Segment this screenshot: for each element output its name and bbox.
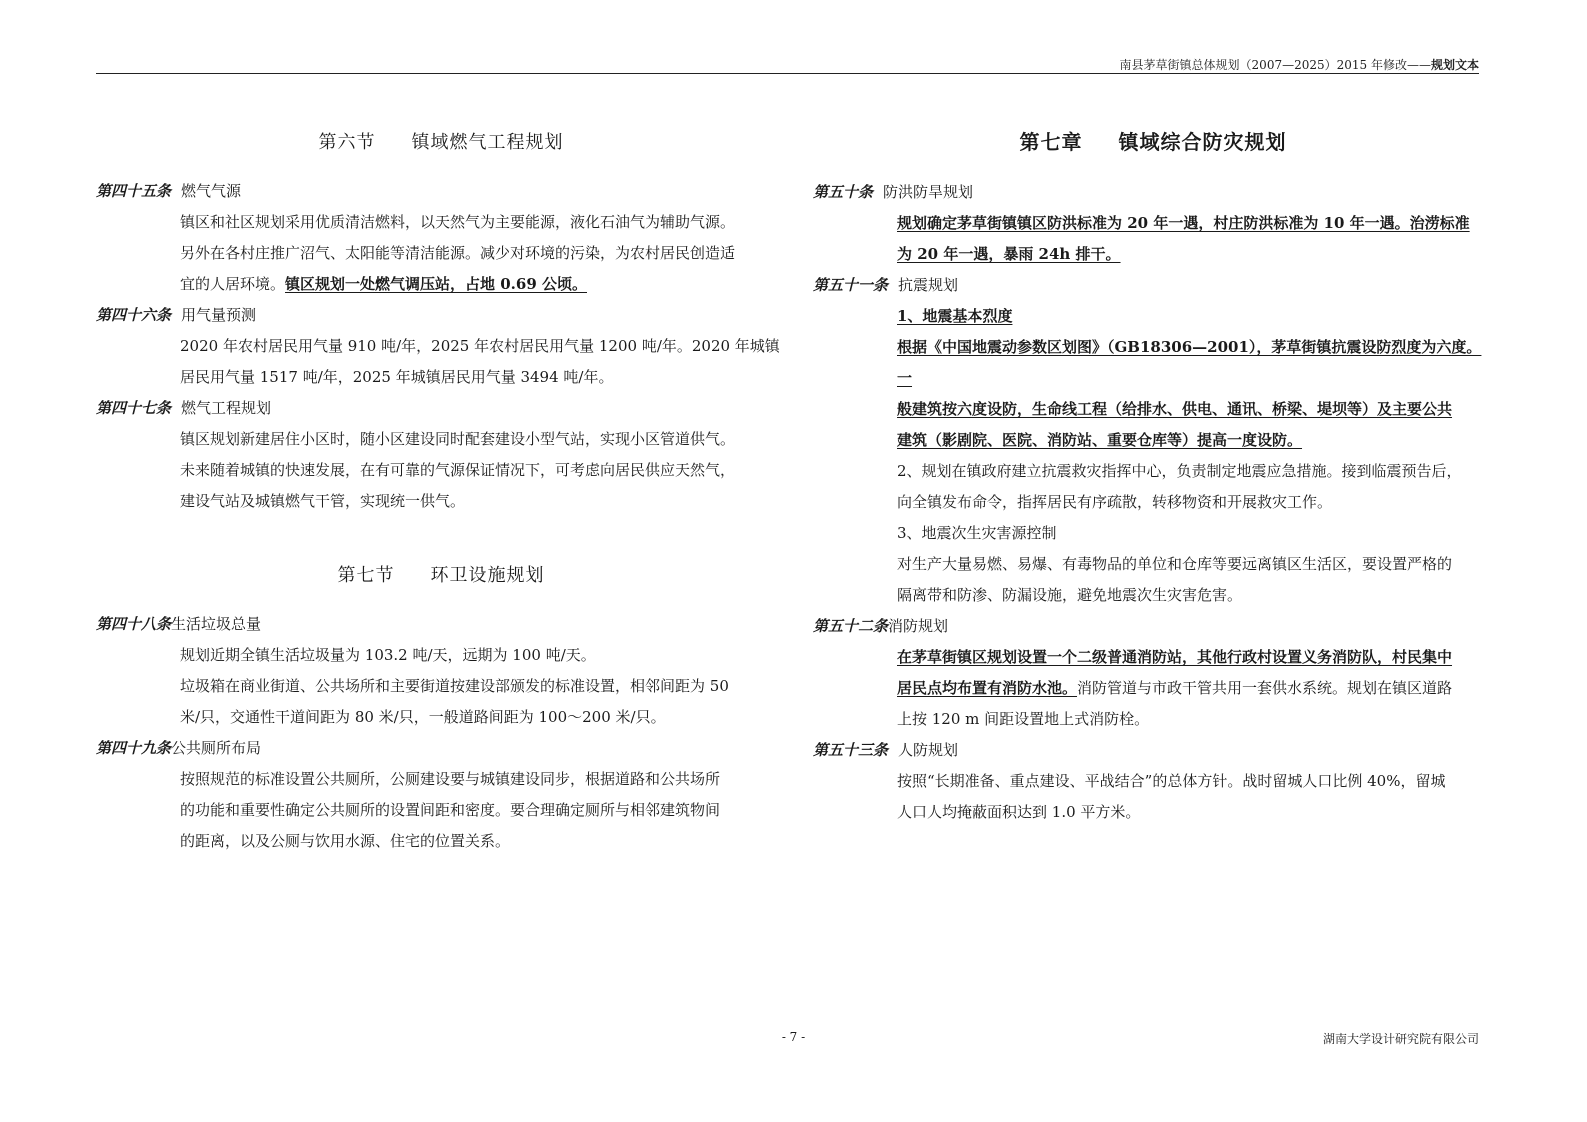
article-49-line: 的距离，以及公厕与饮用水源、住宅的位置关系。 [180,832,511,850]
article-45-line: 镇区和社区规划采用优质清洁燃料，以天然气为主要能源，液化石油气为辅助气源。 [180,213,736,231]
article-50-heading: 第五十条 防洪防旱规划 [813,183,974,201]
article-48-line: 米/只，交通性干道间距为 80 米/只，一般道路间距为 100～200 米/只。 [180,708,666,726]
header-title: 南县茅草街镇总体规划（2007—2025）2015 年修改—— [1119,58,1431,72]
article-52-line: 在茅草街镇区规划设置一个二级普通消防站，其他行政村设置义务消防队，村民集中 [897,648,1453,666]
article-50-line: 规划确定茅草街镇镇区防洪标准为 20 年一遇，村庄防洪标准为 10 年一遇。治涝标准 [897,214,1470,232]
article-49-line: 按照规范的标准设置公共厕所，公厕建设要与城镇建设同步，根据道路和公共场所 [180,770,721,788]
article-51-line: 建筑（影剧院、医院、消防站、重要仓库等）提高一度设防。 [897,431,1303,449]
article-45-line: 宜的人居环境。镇区规划一处燃气调压站，占地 0.69 公顷。 [180,275,587,293]
article-51-line: 根据《中国地震动参数区划图》（GB18306—2001），茅草街镇抗震设防烈度为六度。一 [897,338,1482,387]
article-48-line: 垃圾箱在商业街道、公共场所和主要街道按建设部颁发的标准设置，相邻间距为 50 [180,677,729,695]
article-45-line: 另外在各村庄推广沼气、太阳能等清洁能源。减少对环境的污染，为农村居民创造适 [180,244,736,262]
article-53-heading: 第五十三条 人防规划 [813,741,959,759]
article-51-line: 般建筑按六度设防，生命线工程（给排水、供电、通讯、桥梁、堤坝等）及主要公共 [897,400,1453,418]
article-51-heading: 第五十一条 抗震规划 [813,276,959,294]
article-47-line: 建设气站及城镇燃气干管，实现统一供气。 [180,492,466,510]
footer-organization: 湖南大学设计研究院有限公司 [1322,1032,1479,1046]
article-49-line: 的功能和重要性确定公共厕所的设置间距和密度。要合理确定厕所与相邻建筑物间 [180,801,721,819]
chapter-7-title: 第七章 镇域综合防灾规划 [1019,130,1287,154]
article-46-line: 居民用气量 1517 吨/年，2025 年城镇居民用气量 3494 吨/年。 [180,368,614,386]
article-51-line: 隔离带和防渗、防漏设施，避免地震次生灾害危害。 [897,586,1243,604]
header-title-bold: 规划文本 [1430,58,1479,72]
article-46-line: 2020 年农村居民用气量 910 吨/年，2025 年农村居民用气量 1200 吨/年。2020 年城镇 [180,337,780,355]
header-rule [96,73,1479,74]
article-52-line: 上按 120 m 间距设置地上式消防栓。 [897,710,1150,728]
left-column [96,120,786,857]
article-47-line: 镇区规划新建居住小区时，随小区建设同时配套建设小型气站，实现小区管道供气。 [180,430,736,448]
article-53-line: 人口人均掩蔽面积达到 1.0 平方米。 [897,803,1141,821]
article-47-heading: 第四十七条 燃气工程规划 [96,399,272,417]
article-46-heading: 第四十六条 用气量预测 [96,306,257,324]
article-51-line: 向全镇发布命令，指挥居民有序疏散，转移物资和开展救灾工作。 [897,493,1333,511]
page-number: - 7 - [781,1030,806,1044]
article-47-line: 未来随着城镇的快速发展，在有可靠的气源保证情况下，可考虑向居民供应天然气， [180,461,736,479]
article-51-line: 3、地震次生灾害源控制 [897,524,1057,542]
article-49-heading: 第四十九条公共厕所布局 [96,739,262,757]
article-50-line: 为 20 年一遇，暴雨 24h 排干。 [897,245,1121,263]
article-52-line: 居民点均布置有消防水池。消防管道与市政干管共用一套供水系统。规划在镇区道路 [897,679,1453,697]
article-45-heading: 第四十五条 燃气气源 [96,182,242,200]
article-53-line: 按照“长期准备、重点建设、平战结合”的总体方针。战时留城人口比例 40%，留城 [897,772,1446,790]
article-52-heading: 第五十二条消防规划 [813,617,949,635]
article-51-subheading: 1、地震基本烈度 [897,307,1013,325]
section-7-title: 第七节 环卫设施规划 [337,565,545,586]
running-header [1120,56,1479,73]
article-51-line: 对生产大量易燃、易爆、有毒物品的单位和仓库等要远离镇区生活区，要设置严格的 [897,555,1453,573]
article-51-line: 2、规划在镇政府建立抗震救灾指挥中心，负责制定地震应急措施。接到临震预告后， [897,462,1462,480]
article-48-heading: 第四十八条生活垃圾总量 [96,615,262,633]
right-column [813,120,1493,828]
section-6-title: 第六节 镇域燃气工程规划 [318,132,564,153]
article-48-line: 规划近期全镇生活垃圾量为 103.2 吨/天，远期为 100 吨/天。 [180,646,596,664]
